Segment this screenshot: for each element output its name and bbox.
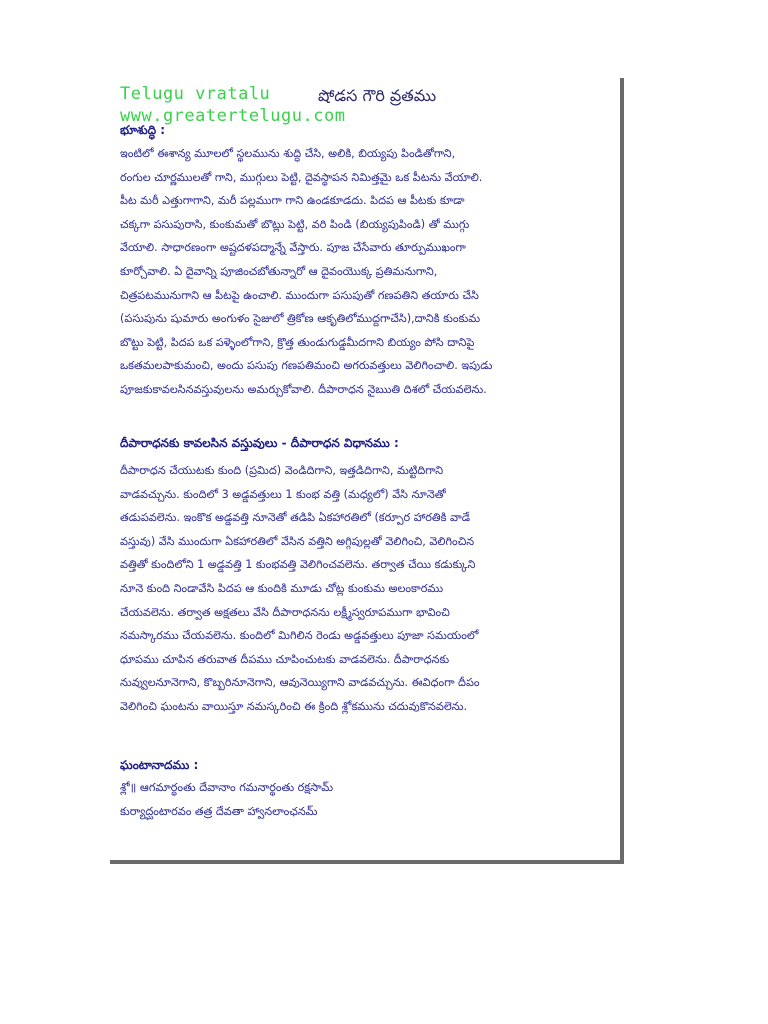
text-line: ధూపము చూపిన తరువాత దీపము చూపించుటకు వాడవలెను. దీపారాధనకు (120, 652, 450, 666)
text-line: చిత్రపటమునుగాని ఆ పీటపై ఉంచాలి. ముందుగా పసుపుతో గణపతిని తయారు చేసి (120, 288, 479, 302)
text-line: (పసుపును షుమారు అంగుళం సైజులో త్రికోణ ఆకృతిలోముద్దగాచేసి),దానికి కుంకుమ (120, 312, 481, 326)
shloka-line: కుర్యాద్ఘంటారవం తత్ర దేవతా హ్వానలాంఛనమ్ (120, 804, 318, 818)
shloka-line: శ్లో॥ ఆగమార్థంతు దేవానాం గమనార్థంతు రక్షసామ్ (120, 781, 334, 794)
page-title: షోడస గౌరి వ్రతము (318, 86, 437, 105)
text-line: వత్తితో కుందిలోని 1 అడ్డవత్తి 1 కుంభవత్తి వెలిగించవలెను. తర్వాత చేయి కడుక్కుని (120, 558, 476, 572)
text-line: దీపారాధన చేయుటకు కుంది (ప్రమిద) వెండిదిగాని, ఇత్తడిదిగాని, మట్టిదిగాని (120, 464, 444, 477)
text-line: కూర్చోవాలి. ఏ దైవాన్ని పూజించబోతున్నారో ఆ దైవంయొక్క ప్రతిమనుగాని, (120, 264, 438, 278)
text-line: వెలిగించి ఘంటను వాయిస్తూ నమస్కరించి ఈ క్రింది శ్లోకమును చదువుకొనవలెను. (120, 699, 468, 713)
section-heading-deeparadhana: దీపారాధనకు కావలసిన వస్తువులు - దీపారాధన విధానము : (120, 436, 399, 450)
section-body-deeparadhana (120, 459, 615, 719)
watermark-url: www.greatertelugu.com (120, 106, 346, 126)
text-line: వేయాలి. సాధారణంగా అష్టదళపద్మాన్నే వేస్తారు. పూజ చేసేవారు తూర్పుముఖంగా (120, 241, 466, 255)
text-line: నువ్వులనూనెగాని, కొబ్బరినూనెగాని, ఆవునెయ్యిగాని వాడవచ్చును. ఈవిధంగా దీపం (120, 676, 480, 690)
watermark-title: Telugu vratalu (120, 84, 271, 104)
text-line: వాడవచ్చును. కుందిలో 3 అడ్డవత్తులు 1 కుంభ వత్తి (మధ్యలో) వేసి నూనెతో (120, 487, 446, 501)
text-line: బొట్టు పెట్టి, పిదప ఒక పళ్ళెంలోగాని, క్రొత్త తుండుగుడ్డమీదగాని బియ్యం పోసి దానిపై (120, 335, 475, 349)
text-line: నూనె కుంది నిండావేసి పిదప ఆ కుందికి మూడు చోట్ల కుంకుమ అలంకారము (120, 581, 444, 595)
text-line: పూజకుకావలసినవస్తువులను అమర్చుకోవాలి. దీపారాధన నైఋతి దిశలో చేయవలెను. (120, 382, 487, 396)
section-heading-bhushuddhi: భూశుద్ధి : (120, 123, 166, 137)
section-heading-ghantanadamu: ఘంటానాదము : (120, 758, 199, 772)
text-line: తడుపవలెను. ఇంకొక అడ్డవత్తి నూనెతో తడిపి ఏకహారతిలో (కర్పూర హారతికి వాడే (120, 511, 471, 525)
text-line: చేయవలెను. తర్వాత అక్షతలు వేసి దీపారాధనను లక్ష్మీస్వరూపముగా భావించి (120, 605, 450, 619)
text-line: నమస్కారము చేయవలెను. కుందిలో మిగిలిన రెండు అడ్డవత్తులు పూజా సమయంలో (120, 629, 479, 643)
text-line: ఇంటిలో ఈశాన్య మూలలో స్థలమును శుద్ధి చేసి, అలికి, బియ్యపు పిండితోగాని, (120, 147, 456, 160)
text-line: పీట మరీ ఎత్తుగాగాని, మరీ పల్లముగా గాని ఉండకూడదు. పిదప ఆ పీటకు కూడా (120, 194, 465, 208)
section-body-ghantanadamu (120, 776, 615, 823)
section-body-bhushuddhi (120, 142, 615, 402)
text-line: ఒకతమలపాకుమంచి, అందు పసుపు గణపతిమంచి అగరువత్తులు వెలిగించాలి. ఇపుడు (120, 359, 493, 373)
text-line: చక్కగా పసుపురాసి, కుంకుమతో బొట్లు పెట్టి, వరి పిండి (బియ్యపుపిండి) తో ముగ్గు (120, 217, 470, 231)
text-line: రంగుల చూర్ణములతో గాని, ముగ్గులు పెట్టి, దైవస్థాపన నిమిత్తమై ఒక పీటను వేయాలి. (120, 170, 483, 184)
text-line: వస్తువు) వేసి ముందుగా ఏకహారతిలో వేసిన వత్తిని అగ్గిపుల్లతో వెలిగించి, వెలిగించిన (120, 534, 475, 548)
